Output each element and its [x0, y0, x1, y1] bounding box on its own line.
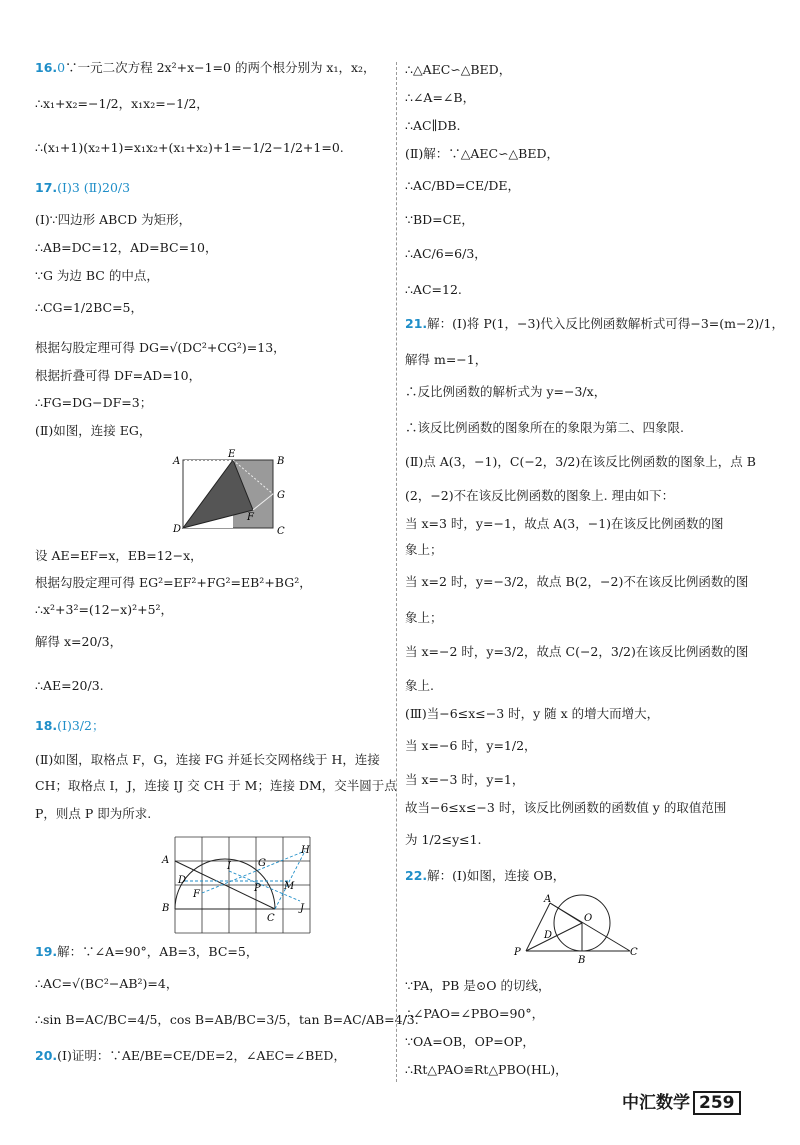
line-text: 当 x=−3 时，y=1，	[405, 772, 525, 787]
text-line	[405, 574, 748, 590]
text-line	[405, 146, 559, 162]
line-text: 象上；	[405, 542, 443, 557]
line-text: (2，−2)不在该反比例函数的图象上. 理由如下：	[405, 488, 675, 503]
line-text: (Ⅱ)解：∵△AEC∽△BED，	[405, 146, 559, 161]
line-text: ∴AC/6=6/3，	[405, 246, 487, 261]
question-number: 18.	[35, 718, 58, 733]
fig17-label-A: A	[173, 456, 181, 467]
question-number: 16.	[35, 60, 58, 75]
text-line	[405, 772, 524, 788]
text-line	[35, 976, 178, 992]
text-line	[35, 300, 143, 316]
text-line	[35, 395, 152, 411]
line-text: ∴AC=12.	[405, 282, 462, 297]
line-text: ∴∠PAO=∠PBO=90°，	[405, 1006, 545, 1021]
line-text: 象上.	[405, 678, 434, 693]
text-line	[35, 602, 173, 618]
question-number: 19.	[35, 944, 58, 959]
fig18-label-F: F	[193, 889, 200, 900]
line-text: 解得 x=20/3，	[35, 634, 123, 649]
text-line	[35, 368, 201, 384]
line-text: ∴(x₁+1)(x₂+1)=x₁x₂+(x₁+x₂)+1=−1/2−1/2+1=0.	[35, 140, 344, 155]
text-line	[35, 60, 376, 76]
text-line	[405, 706, 659, 722]
line-text: ∵PA，PB 是⊙O 的切线，	[405, 978, 551, 993]
fig17-label-G: G	[277, 490, 285, 501]
text-line	[405, 644, 748, 660]
fig18-label-P: P	[254, 883, 261, 894]
question-number: 21.	[405, 316, 428, 331]
line-text: P，则点 P 即为所求.	[35, 806, 152, 821]
line-text: ∵G 为边 BC 的中点，	[35, 268, 159, 283]
figure-22-circle-tangents	[512, 893, 652, 968]
fig17-label-C: C	[277, 526, 285, 537]
line-text: ∴AC∥DB.	[405, 118, 461, 133]
line-text: (Ⅱ)如图，连接 EG，	[35, 423, 152, 438]
text-line	[35, 678, 104, 694]
fig18-label-I: I	[227, 861, 231, 872]
text-line	[35, 268, 159, 284]
fig22-label-O: O	[584, 913, 593, 924]
text-line	[405, 678, 434, 694]
line-text: ∴FG=DG−DF=3；	[35, 395, 153, 410]
line-text: ∴AB=DC=12，AD=BC=10，	[35, 240, 218, 255]
text-line	[405, 420, 684, 436]
line-text: (Ⅰ)证明：∵AE/BE=CE/DE=2，∠AEC=∠BED，	[57, 1048, 346, 1063]
question-number: 22.	[405, 868, 428, 883]
fig17-label-F: F	[247, 512, 254, 523]
column-divider	[396, 62, 397, 1082]
text-line	[35, 180, 130, 196]
text-line	[35, 548, 203, 564]
fig18-label-G: G	[258, 858, 266, 869]
text-line	[405, 352, 487, 368]
fig22-label-D: D	[544, 930, 553, 941]
question-number: 17.	[35, 180, 58, 195]
line-text: 象上；	[405, 610, 443, 625]
line-text: 当 x=2 时，y=−3/2，故点 B(2，−2)不在该反比例函数的图	[405, 574, 749, 589]
text-line	[35, 140, 344, 156]
line-text: (Ⅱ)如图，取格点 F，G，连接 FG 并延长交网格线于 H，连接	[35, 752, 380, 767]
text-line	[405, 1062, 568, 1078]
text-line	[405, 62, 511, 78]
text-line	[405, 488, 674, 504]
text-line	[405, 246, 487, 262]
text-line	[405, 178, 520, 194]
question-number: 20.	[35, 1048, 58, 1063]
text-line	[405, 316, 784, 332]
text-line	[405, 454, 756, 470]
text-line	[405, 800, 726, 816]
fig18-label-D: D	[178, 875, 187, 886]
line-text: ∵BD=CE，	[405, 212, 474, 227]
line-text: ∴△AEC∽△BED，	[405, 62, 512, 77]
line-text: ∴sin B=AC/BC=4/5，cos B=AB/BC=3/5，tan B=AC/AB=4/3.	[35, 1012, 419, 1027]
line-text: ∴该反比例函数的图象所在的象限为第二、四象限.	[405, 420, 684, 435]
line-text: ∴反比例函数的解析式为 y=−3/x，	[405, 384, 607, 399]
line-text: ∴Rt△PAO≌Rt△PBO(HL)，	[405, 1062, 568, 1077]
fig18-label-H: H	[301, 845, 310, 856]
text-line	[35, 1048, 346, 1064]
page-footer	[622, 1088, 741, 1115]
line-text: ∴x₁+x₂=−1/2，x₁x₂=−1/2，	[35, 96, 209, 111]
line-text: 解：(Ⅰ)将 P(1，−3)代入反比例函数解析式可得−3=(m−2)/1，	[427, 316, 784, 331]
text-line	[405, 542, 443, 558]
text-line	[35, 718, 104, 734]
text-line	[405, 282, 462, 298]
line-text: CH；取格点 I，J，连接 IJ 交 CH 于 M；连接 DM，交半圆于点	[35, 778, 397, 793]
text-line	[35, 752, 380, 768]
line-text: 当 x=−2 时，y=3/2，故点 C(−2，3/2)在该反比例函数的图	[405, 644, 749, 659]
line-text: 故当−6≤x≤−3 时，该反比例函数的函数值 y 的取值范围	[405, 800, 727, 815]
page-number: 259	[693, 1091, 741, 1115]
text-line	[35, 575, 312, 591]
fig18-label-M: M	[284, 881, 295, 892]
line-text: 解：∵∠A=90°，AB=3，BC=5，	[57, 944, 259, 959]
fig18-label-B: B	[162, 903, 170, 914]
line-text: ∴AC/BD=CE/DE，	[405, 178, 520, 193]
text-line	[405, 978, 551, 994]
line-text: ∴AC=√(BC²−AB²)=4，	[35, 976, 179, 991]
line-text: 解得 m=−1，	[405, 352, 488, 367]
text-line	[35, 240, 218, 256]
line-text: (Ⅲ)当−6≤x≤−3 时，y 随 x 的增大而增大，	[405, 706, 660, 721]
line-text: ∴CG=1/2BC=5，	[35, 300, 144, 315]
text-line	[405, 832, 482, 848]
fig22-label-C: C	[630, 947, 638, 958]
text-line	[35, 1012, 419, 1028]
text-line	[35, 340, 286, 356]
text-line	[405, 516, 724, 532]
fig22-label-P: P	[514, 947, 521, 958]
line-text: 为 1/2≤y≤1.	[405, 832, 482, 847]
answer-value: (Ⅰ)3/2；	[57, 718, 105, 733]
footer-brand: 中汇数学	[622, 1093, 690, 1113]
text-line	[35, 423, 151, 439]
line-text: ∴∠A=∠B，	[405, 90, 476, 105]
fig17-label-E: E	[228, 449, 236, 460]
text-line	[35, 778, 397, 794]
text-line	[405, 610, 443, 626]
line-text: 解：(Ⅰ)如图，连接 OB，	[427, 868, 566, 883]
line-text: 当 x=3 时，y=−1，故点 A(3，−1)在该反比例函数的图	[405, 516, 724, 531]
answer-value: 0	[57, 60, 66, 75]
fig17-label-D: D	[173, 524, 182, 535]
fig18-label-C: C	[267, 913, 275, 924]
text-line	[35, 806, 151, 822]
fig22-label-B: B	[578, 955, 586, 966]
text-line	[35, 634, 122, 650]
line-text: 当 x=−6 时，y=1/2，	[405, 738, 537, 753]
line-text: (Ⅱ)点 A(3，−1)，C(−2，3/2)在该反比例函数的图象上，点 B	[405, 454, 756, 469]
text-line	[35, 944, 258, 960]
line-text: 设 AE=EF=x，EB=12−x，	[35, 548, 203, 563]
line-text: ∵OA=OB，OP=OP，	[405, 1034, 535, 1049]
line-text: ∴AE=20/3.	[35, 678, 104, 693]
line-text: 根据折叠可得 DF=AD=10，	[35, 368, 202, 383]
answer-value: (Ⅰ)3 (Ⅱ)20/3	[57, 180, 131, 195]
text-line	[405, 118, 461, 134]
fig18-label-J: J	[300, 903, 305, 914]
line-text: ∵一元二次方程 2x²+x−1=0 的两个根分别为 x₁，x₂，	[65, 60, 376, 75]
text-line	[405, 212, 474, 228]
line-text: 根据勾股定理可得 EG²=EF²+FG²=EB²+BG²，	[35, 575, 312, 590]
text-line	[35, 212, 191, 228]
figure-17-rectangle-fold	[165, 448, 295, 538]
line-text: 根据勾股定理可得 DG=√(DC²+CG²)=13，	[35, 340, 286, 355]
figure-18-grid	[160, 833, 320, 935]
text-line	[405, 90, 475, 106]
fig17-label-B: B	[277, 456, 285, 467]
line-text: ∴x²+3²=(12−x)²+5²，	[35, 602, 174, 617]
text-line	[405, 868, 565, 884]
fig22-label-A: A	[544, 894, 552, 905]
text-line	[405, 738, 537, 754]
fig18-label-A: A	[162, 855, 170, 866]
text-line	[405, 1034, 535, 1050]
text-line	[405, 384, 606, 400]
text-line	[405, 1006, 544, 1022]
line-text: (Ⅰ)∵四边形 ABCD 为矩形，	[35, 212, 192, 227]
text-line	[35, 96, 209, 112]
